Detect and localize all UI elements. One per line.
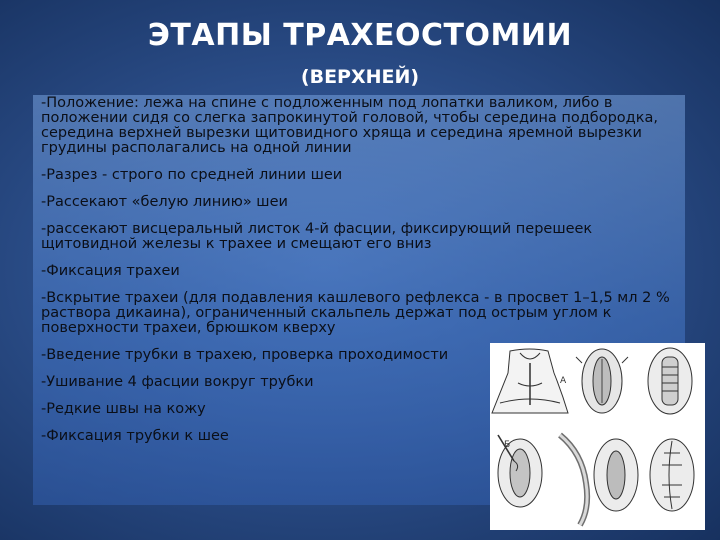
tracheostomy-stages-drawing (490, 343, 705, 530)
slide-subtitle: (ВЕРХНЕЙ) (300, 66, 420, 88)
step-item: -Редкие швы на кожу (41, 401, 206, 417)
suture-panel (650, 439, 694, 511)
step-item: -Вскрытие трахеи (для подавления кашлевого рефлекса - в просвет 1–1,5 мл 2 % раствора дикаина), ограниченный скальпель держат под острым углом к поверхности трахеи, брюшком кверху (41, 290, 670, 336)
panel-label: Б (504, 440, 511, 450)
step-item: -Ушивание 4 фасции вокруг трубки (41, 374, 314, 390)
step-item: -Разрез - строго по средней линии шеи (41, 167, 343, 183)
wound-panel (576, 349, 628, 413)
tube-panel (560, 435, 638, 525)
neck-panel (492, 349, 568, 413)
panel-label: A (560, 376, 567, 386)
step-item: -Фиксация трубки к шее (41, 428, 229, 444)
step-item: -рассекают висцеральный листок 4-й фасции, фиксирующий перешеек щитовидной железы к трахее и смещают его вниз (41, 221, 593, 252)
step-item: -Рассекают «белую линию» шеи (41, 194, 288, 210)
surgical-illustration (490, 343, 705, 530)
trachea-panel (648, 348, 692, 414)
slide-title: ЭТАПЫ ТРАХЕОСТОМИИ (147, 18, 573, 53)
step-item: -Фиксация трахеи (41, 263, 180, 279)
step-item: -Положение: лежа на спине с подложенным под лопатки валиком, либо в положении сидя со слегка запрокинутой головой, чтобы середина подбородка, середина верхней вырезки щитовидного хряща и середина яремной вырезки грудины располагались на одной линии (41, 95, 658, 156)
step-item: -Введение трубки в трахею, проверка проходимости (41, 347, 449, 363)
